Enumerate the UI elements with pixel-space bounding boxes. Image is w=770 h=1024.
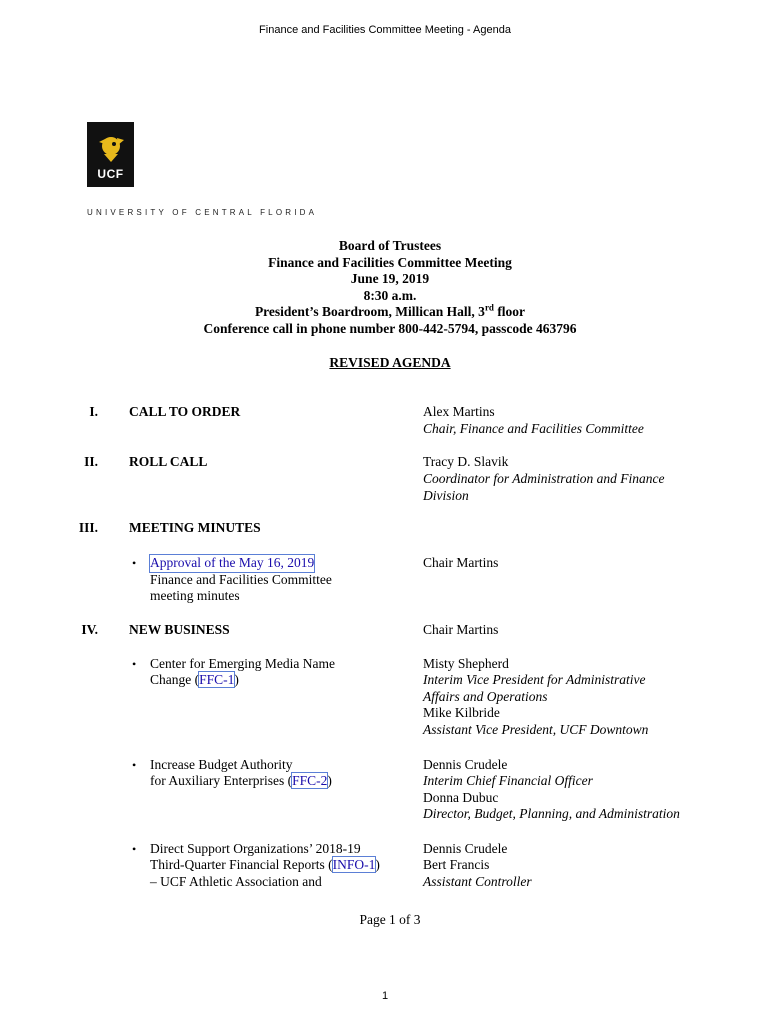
presenter-title: Assistant Vice President, UCF Downtown — [423, 722, 649, 737]
agenda-item-text: Increase Budget Authority — [150, 757, 293, 772]
revised-agenda-title: REVISED AGENDA — [329, 355, 451, 370]
bullet: • — [132, 657, 137, 671]
pegasus-icon — [87, 128, 134, 170]
presenter-title: Assistant Controller — [423, 874, 532, 889]
minutes-approval-link[interactable]: Approval of the May 16, 2019 — [150, 555, 315, 570]
presenter-name: Dennis Crudele — [423, 757, 508, 772]
section-numeral-4: IV. — [81, 622, 98, 637]
section-title-2: ROLL CALL — [129, 454, 208, 469]
bullet: • — [132, 842, 137, 856]
heading-line-5: President’s Boardroom, Millican Hall, 3rd floor — [254, 302, 526, 320]
running-header: Finance and Facilities Committee Meeting - Agenda — [259, 24, 511, 36]
presenter-title: Affairs and Operations — [423, 689, 548, 704]
agenda-item-text: Change (FFC-1) — [150, 672, 239, 687]
heading-line-4: 8:30 a.m. — [363, 287, 417, 303]
logo-text: UCF — [97, 167, 124, 181]
presenter-name: Chair Martins — [423, 622, 499, 637]
agenda-item-text: meeting minutes — [150, 588, 240, 603]
presenter-title: Interim Vice President for Administrative — [423, 672, 646, 687]
bullet: • — [132, 556, 137, 570]
presenter-name: Alex Martins — [423, 404, 495, 419]
page-label: Page 1 of 3 — [359, 912, 421, 927]
agenda-item-text: for Auxiliary Enterprises (FFC-2) — [150, 773, 332, 788]
presenter-title: Interim Chief Financial Officer — [423, 773, 593, 788]
presenter-title: Chair, Finance and Facilities Committee — [423, 421, 644, 436]
ffc-2-link[interactable]: FFC-2 — [292, 773, 328, 788]
agenda-item-text: Direct Support Organizations’ 2018-19 — [150, 841, 361, 856]
presenter-name: Dennis Crudele — [423, 841, 508, 856]
section-title-1: CALL TO ORDER — [129, 404, 241, 419]
agenda-item-text: Center for Emerging Media Name — [150, 656, 335, 671]
section-numeral-1: I. — [89, 404, 98, 419]
presenter-title: Coordinator for Administration and Finance — [423, 471, 665, 486]
university-wordmark: UNIVERSITY OF CENTRAL FLORIDA — [87, 208, 318, 217]
presenter-name: Donna Dubuc — [423, 790, 499, 805]
meeting-heading — [0, 238, 770, 338]
presenter-name: Mike Kilbride — [423, 705, 500, 720]
ucf-logo — [87, 122, 134, 187]
heading-line-1: Board of Trustees — [338, 238, 442, 253]
presenter-name: Misty Shepherd — [423, 656, 509, 671]
presenter-name: Bert Francis — [423, 857, 490, 872]
agenda-item-text: Finance and Facilities Committee — [150, 572, 332, 587]
section-title-3: MEETING MINUTES — [129, 520, 261, 535]
ffc-1-link[interactable]: FFC-1 — [199, 672, 235, 687]
heading-line-6: Conference call in phone number 800-442-5794, passcode 463796 — [203, 320, 577, 336]
section-numeral-2: II. — [84, 454, 98, 469]
info-1-link[interactable]: INFO-1 — [332, 857, 376, 872]
heading-line-3: June 19, 2019 — [350, 271, 430, 287]
agenda-item-text: – UCF Athletic Association and — [150, 874, 322, 889]
section-title-4: NEW BUSINESS — [129, 622, 230, 637]
presenter-title: Division — [423, 488, 469, 503]
agenda-item-text: Third-Quarter Financial Reports (INFO-1) — [150, 857, 380, 872]
page-number: 1 — [381, 990, 389, 1002]
heading-line-2: Finance and Facilities Committee Meeting — [268, 254, 512, 270]
bullet: • — [132, 758, 137, 772]
section-numeral-3: III. — [78, 520, 98, 535]
presenter-name: Chair Martins — [423, 555, 499, 570]
presenter-name: Tracy D. Slavik — [423, 454, 509, 469]
presenter-title: Director, Budget, Planning, and Administration — [423, 806, 680, 821]
